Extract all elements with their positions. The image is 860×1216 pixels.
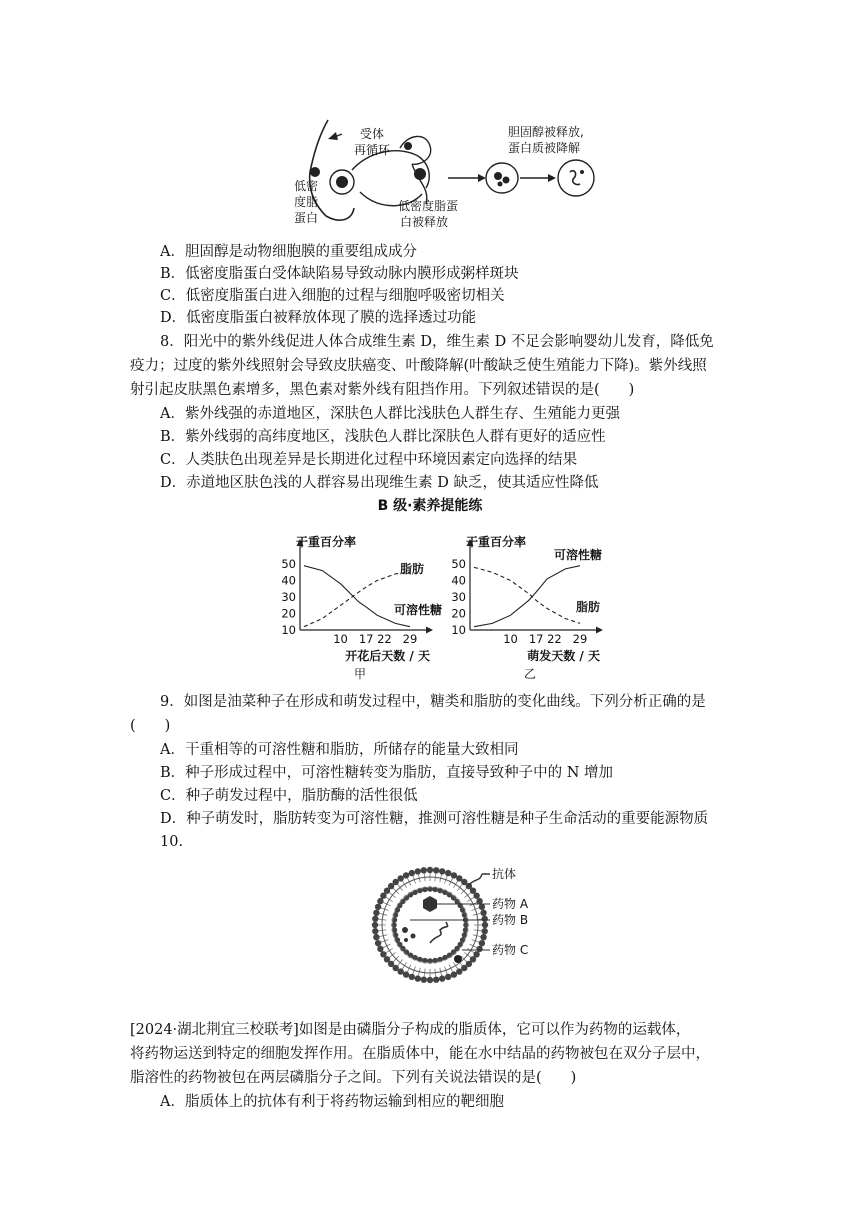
x-tick-label: 22 — [547, 632, 562, 646]
q7-option-b: B．低密度脂蛋白受体缺陷易导致动脉内膜形成粥样斑块 — [160, 266, 519, 282]
series-line — [474, 566, 580, 627]
phospholipid-head — [377, 898, 383, 904]
label-ldl-2: 度脂 — [294, 195, 319, 209]
drug-b-icon — [430, 922, 448, 943]
y-tick-label: 20 — [451, 606, 466, 621]
label-drug-c: 药物 C — [492, 943, 529, 957]
phospholipid-head — [480, 934, 486, 940]
q7-option-a: A．胆固醇是动物细胞膜的重要组成成分 — [160, 244, 417, 260]
x-tick-label: 10 — [503, 632, 518, 646]
x-tick-label: 22 — [377, 632, 392, 646]
y-axis-label: 干重百分率 — [296, 535, 357, 549]
label-released-1: 低密度脂蛋 — [398, 199, 459, 213]
x-axis-label: 萌发天数 / 天 — [527, 649, 600, 663]
phospholipid-head — [380, 951, 386, 957]
label-degraded-1: 胆固醇被释放, — [508, 125, 584, 139]
phospholipid-head — [456, 968, 462, 974]
series-label: 可溶性糖 — [554, 548, 603, 562]
y-tick-label: 50 — [451, 557, 466, 571]
q9-stem-line-2: ( ) — [130, 718, 171, 734]
series-label: 可溶性糖 — [394, 603, 443, 617]
label-antibody: 抗体 — [492, 867, 517, 881]
label-drug-a: 药物 A — [492, 897, 529, 911]
series-line — [474, 567, 580, 623]
phospholipid-head — [427, 867, 433, 873]
phospholipid-head — [421, 867, 427, 873]
phospholipid-head — [372, 916, 378, 922]
series-line — [304, 566, 410, 627]
phospholipid-head — [445, 974, 451, 980]
phospholipid-head — [482, 922, 488, 928]
q9-option-b: B．种子形成过程中，可溶性糖转变为脂肪，直接导致种子中的 N 增加 — [160, 765, 614, 781]
phospholipid-head — [439, 975, 445, 981]
phospholipid-head — [476, 898, 482, 904]
y-tick-label: 50 — [281, 557, 296, 571]
y-tick-label: 10 — [281, 623, 296, 637]
phospholipid-head — [427, 977, 433, 983]
y-tick-label: 30 — [451, 590, 466, 604]
q8-option-a: A．紫外线强的赤道地区，深肤色人群比浅肤色人群生存、生殖能力更强 — [160, 406, 620, 422]
series-label: 脂肪 — [576, 600, 601, 614]
y-tick-label: 40 — [281, 573, 296, 588]
phospholipid-head — [476, 946, 482, 952]
label-ldl-1: 低密 — [294, 179, 319, 193]
label-degraded-2: 蛋白质被降解 — [508, 141, 581, 155]
seed-charts — [270, 532, 630, 682]
phospholipid-head — [451, 971, 457, 977]
phospholipid-head — [480, 910, 486, 916]
series-label: 脂肪 — [400, 562, 425, 576]
label-drug-b: 药物 B — [492, 913, 529, 927]
q9-option-c: C．种子萌发过程中，脂肪酶的活性很低 — [160, 788, 418, 804]
drug-a-icon — [423, 896, 437, 912]
phospholipid-head — [403, 971, 409, 977]
phospholipid-head — [372, 928, 378, 934]
phospholipid-head — [482, 928, 488, 934]
q7-option-d: D．低密度脂蛋白被释放体现了膜的选择透过功能 — [160, 310, 477, 326]
label-receptor-1: 受体 — [360, 127, 385, 141]
q10-stem-line-1: [2024·湖北荆宜三校联考]如图是由磷脂分子构成的脂质体，它可以作为药物的运载体， — [130, 1022, 691, 1038]
x-tick-label: 10 — [333, 632, 348, 646]
x-axis-arrow — [596, 627, 603, 634]
liposome-figure — [350, 858, 540, 992]
label-receptor-2: 再循环 — [354, 143, 391, 157]
phospholipid-head — [403, 872, 409, 878]
phospholipid-head — [482, 916, 488, 922]
q8-stem-line-1: 8．阳光中的紫外线促进人体合成维生素 D，维生素 D 不足会影响婴幼儿发育，降低免 — [160, 334, 714, 350]
q8-option-d: D．赤道地区肤色浅的人群容易出现维生素 D 缺乏，使其适应性降低 — [160, 475, 599, 491]
q9-option-d: D．种子萌发时，脂肪转变为可溶性糖，推测可溶性糖是种子生命活动的重要能源物质 — [160, 811, 709, 827]
label-released-2: 白被释放 — [400, 215, 449, 229]
q8-option-b: B．紫外线弱的高纬度地区，浅肤色人群比深肤色人群有更好的适应性 — [160, 429, 606, 445]
phospholipid-head — [409, 974, 415, 980]
q10-option-a: A．脂质体上的抗体有利于将药物运输到相应的靶细胞 — [160, 1094, 504, 1110]
panel-label: 甲 — [353, 667, 367, 681]
y-tick-label: 30 — [281, 590, 296, 604]
y-tick-label: 40 — [451, 573, 466, 588]
drug-c-icon — [454, 955, 462, 963]
panel-label: 乙 — [523, 667, 537, 681]
y-axis-label: 干重百分率 — [466, 535, 527, 549]
phospholipid-head — [375, 940, 381, 946]
phospholipid-head — [433, 977, 439, 983]
x-tick-label: 17 — [528, 632, 544, 646]
phospholipid-head — [372, 922, 378, 928]
q10-stem-line-3: 脂溶性的药物被包在两层磷脂分子之间。下列有关说法错误的是( ) — [130, 1070, 577, 1086]
q10-number: 10. — [160, 834, 184, 850]
q9-stem-line-1: 9．如图是油菜种子在形成和萌发过程中，糖类和脂肪的变化曲线。下列分析正确的是 — [160, 694, 706, 710]
phospholipid-head — [479, 940, 485, 946]
y-tick-label: 20 — [281, 606, 296, 621]
x-axis-arrow — [426, 627, 433, 634]
phospholipid-head — [451, 872, 457, 878]
phospholipid-head — [421, 977, 427, 983]
q8-stem-line-3: 射引起皮肤黑色素增多，黑色素对紫外线有阻挡作用。下列叙述错误的是( ) — [130, 382, 635, 398]
x-tick-label: 29 — [572, 632, 588, 646]
y-tick-label: 10 — [451, 623, 466, 637]
q8-stem-line-2: 疫力；过度的紫外线照射会导致皮肤癌变、叶酸降解(叶酸缺乏使生殖能力下降)。紫外线照 — [130, 358, 707, 374]
phospholipid-head — [373, 910, 379, 916]
section-title: B 级·素养提能练 — [377, 498, 483, 514]
q8-option-c: C．人类肤色出现差异是长期进化过程中环境因素定向选择的结果 — [160, 452, 578, 468]
phospholipid-head — [473, 893, 479, 899]
q9-option-a: A．干重相等的可溶性糖和脂肪，所储存的能量大致相同 — [160, 742, 519, 758]
phospholipid-head — [415, 975, 421, 981]
q7-option-c: C．低密度脂蛋白进入细胞的过程与细胞呼吸密切相关 — [160, 288, 505, 304]
phospholipid-head — [377, 946, 383, 952]
q10-stem-line-2: 将药物运送到特定的细胞发挥作用。在脂质体中，能在水中结晶的药物被包在双分子层中， — [130, 1046, 710, 1062]
phospholipid-head — [375, 904, 381, 910]
label-ldl-3: 蛋白 — [294, 211, 319, 225]
x-tick-label: 29 — [402, 632, 418, 646]
phospholipid-head — [409, 870, 415, 876]
phospholipid-head — [433, 867, 439, 873]
phospholipid-head — [439, 868, 445, 874]
ldl-endocytosis-figure — [280, 112, 610, 234]
x-tick-label: 17 — [358, 632, 374, 646]
phospholipid-head — [415, 868, 421, 874]
x-axis-label: 开花后天数 / 天 — [345, 649, 430, 663]
phospholipid-head — [445, 870, 451, 876]
phospholipid-head — [479, 904, 485, 910]
phospholipid-head — [398, 875, 404, 881]
phospholipid-head — [373, 934, 379, 940]
